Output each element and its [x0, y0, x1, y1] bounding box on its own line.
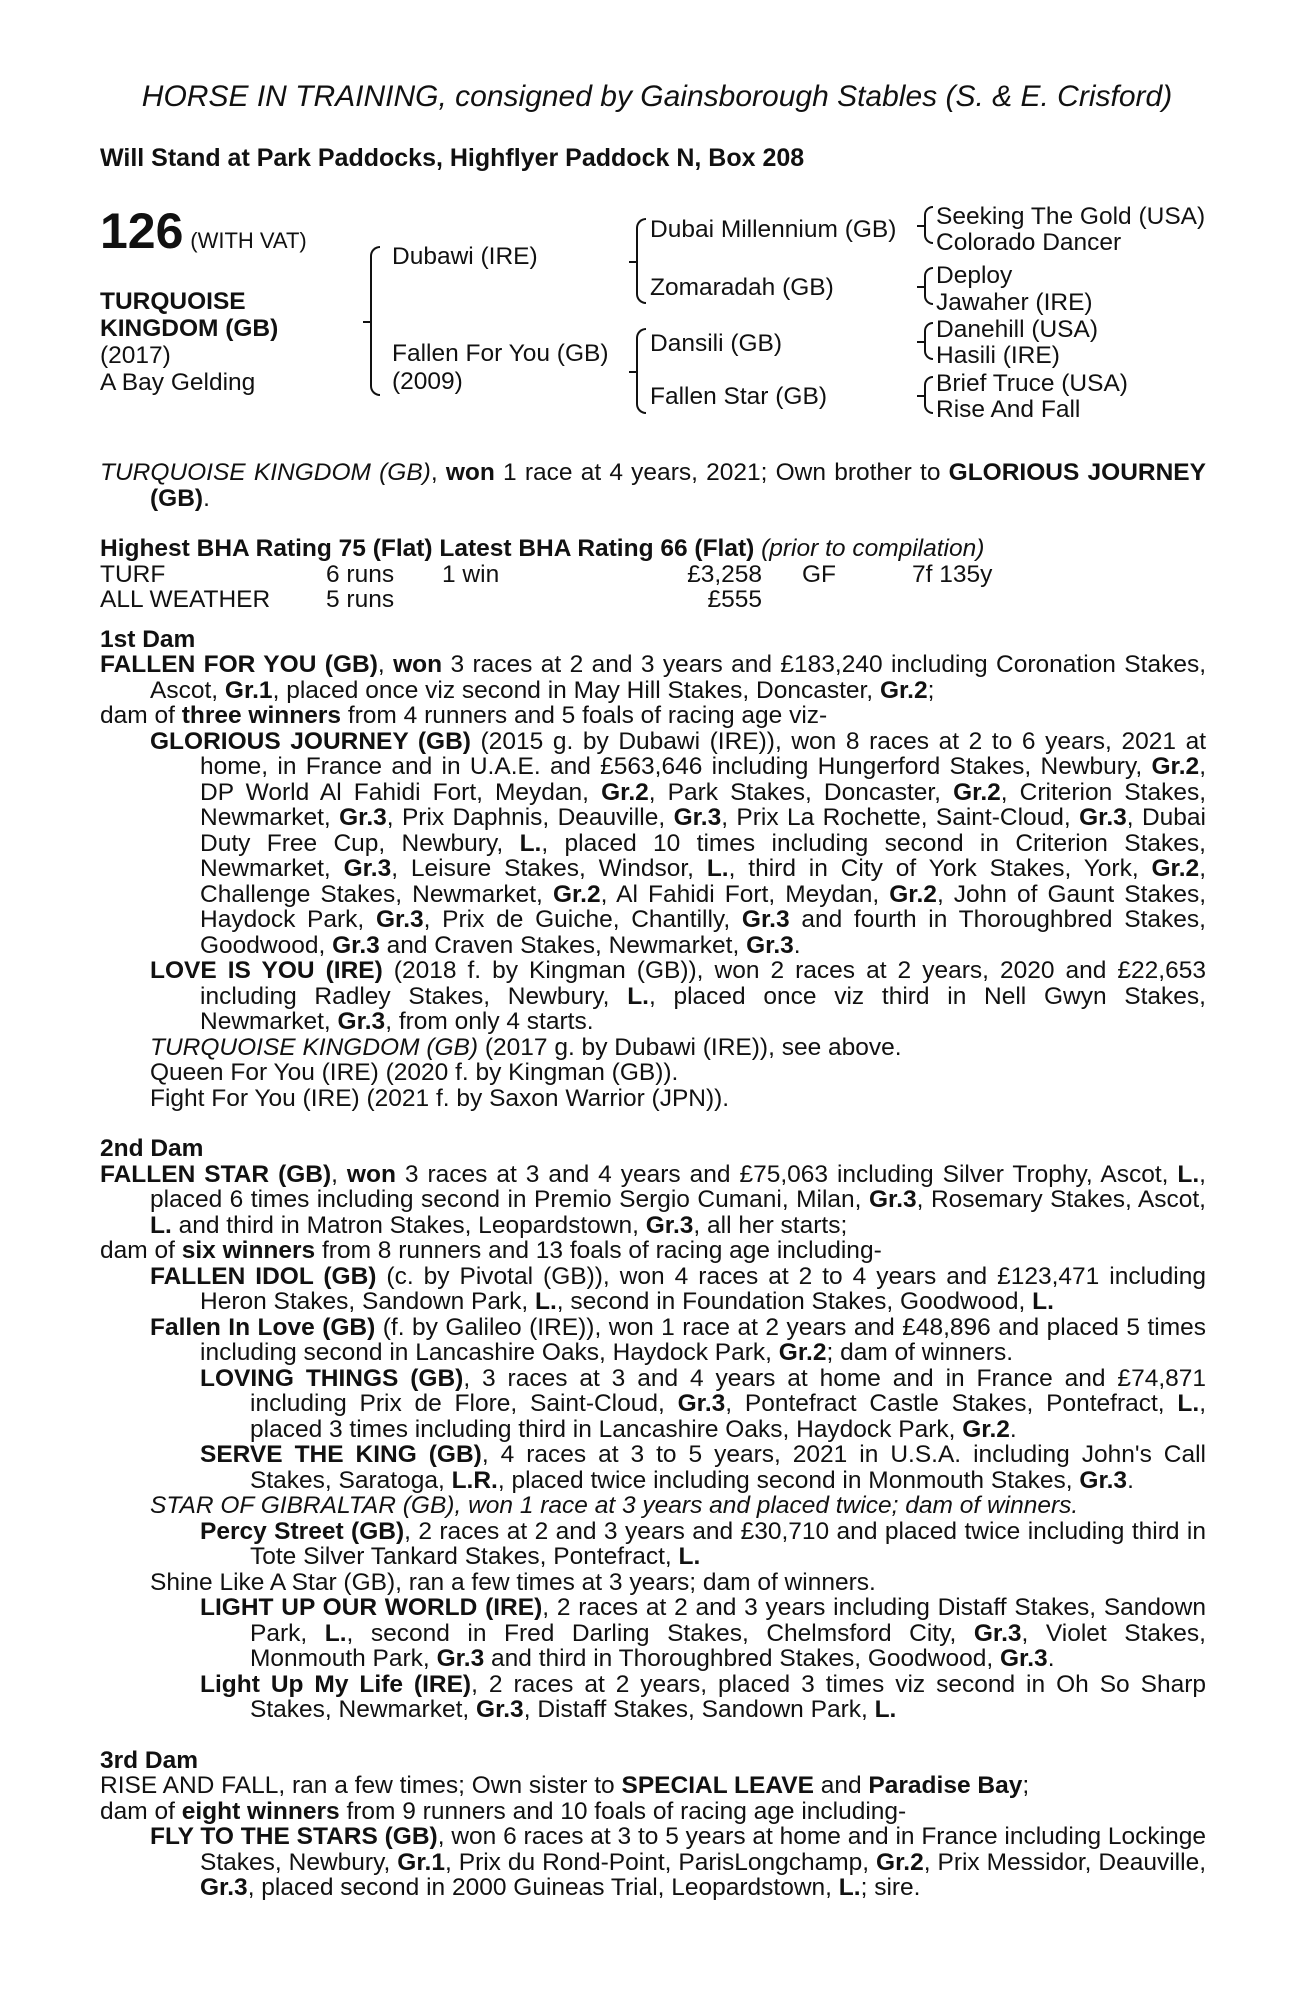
horse-summary: TURQUOISE KINGDOM (GB), won 1 race at 4 years, 2021; Own brother to GLORIOUS JOURNEY (GB).	[100, 459, 1206, 512]
foal-shine-like-a-star: Shine Like A Star (GB), ran a few times at 3 years; dam of winners.	[150, 1568, 876, 1596]
brace-sire	[636, 218, 646, 304]
lot-number-block	[100, 203, 307, 259]
ratings-heading: Highest BHA Rating 75 (Flat) Latest BHA Rating 66 (Flat) (prior to compilation)	[100, 535, 985, 562]
gg-seeking-the-gold: Seeking The Gold (USA)	[936, 203, 1206, 230]
gg-danehill: Danehill (USA)	[936, 316, 1099, 343]
brace-g2	[924, 267, 933, 305]
first-dam-record: FALLEN FOR YOU (GB), won 3 races at 2 and 3 years and £183,240 including Coronation Stakes, Ascot, Gr.1, placed once viz second in May Hill Stakes, Doncaster, Gr.2;	[100, 651, 1207, 704]
horse-name-line1: TURQUOISE	[100, 288, 246, 315]
brace-dam	[636, 328, 646, 414]
vat-note: (WITH VAT)	[190, 228, 307, 253]
foal-light-up-my-life: Light Up My Life (IRE), 2 races at 2 years, placed 3 times viz second in Oh So Sharp Stakes, Newmarket, Gr.3, Distaff Stakes, Sandown Park, L.	[200, 1670, 1207, 1723]
dam-dam: Fallen Star (GB)	[650, 383, 827, 410]
gg-colorado-dancer: Colorado Dancer	[936, 229, 1122, 256]
third-dam-heading: 3rd Dam	[100, 1746, 199, 1774]
gg-jawaher: Jawaher (IRE)	[936, 289, 1093, 316]
sire-dam: Zomaradah (GB)	[650, 274, 834, 301]
brace-parents	[370, 246, 380, 396]
first-dam-heading: 1st Dam	[100, 625, 196, 653]
catalogue-body	[100, 460, 1206, 1901]
horse-year: (2017)	[100, 342, 171, 369]
second-dam-heading: 2nd Dam	[100, 1135, 204, 1162]
foal-fight-for-you: Fight For You (IRE) (2021 f. by Saxon Warrior (JPN)).	[150, 1084, 730, 1112]
dam-sire: Dansili (GB)	[650, 330, 783, 357]
third-dam-produce: dam of eight winners from 9 runners and 10 foals of racing age including-	[100, 1797, 907, 1825]
foal-star-of-gibraltar: STAR OF GIBRALTAR (GB), won 1 race at 3 years and placed twice; dam of winners.	[150, 1492, 1079, 1519]
foal-percy-street: Percy Street (GB), 2 races at 2 and 3 years and £30,710 and placed twice including third in Tote Silver Tankard Stakes, Pontefract, L.	[200, 1517, 1206, 1570]
foal-love-is-you: LOVE IS YOU (IRE) (2018 f. by Kingman (GB)), won 2 races at 2 years, 2020 and £22,653 including Radley Stakes, Newbury, L., placed once viz third in Nell Gwyn Stakes, Newmarket, Gr.3, from only 4 starts.	[150, 957, 1206, 1035]
dam-year: (2009)	[392, 368, 463, 395]
gg-hasili: Hasili (IRE)	[936, 342, 1060, 369]
gg-deploy: Deploy	[936, 262, 1013, 289]
second-dam-produce: dam of six winners from 8 runners and 13 foals of racing age including-	[100, 1237, 882, 1264]
second-dam-record: FALLEN STAR (GB), won 3 races at 3 and 4 years and £75,063 including Silver Trophy, Ascot, L., placed 6 times including second in Premio Sergio Cumani, Milan, Gr.3, Rosemary Stakes, Ascot, L. and third in Matron Stakes, Leopardstown, Gr.3, all her starts;	[100, 1160, 1206, 1239]
foal-queen-for-you: Queen For You (IRE) (2020 f. by Kingman (GB)).	[150, 1059, 679, 1086]
lot-number: 126	[100, 203, 184, 259]
record-row-all-weather: ALL WEATHER 5 runs £555	[100, 586, 762, 613]
gg-brief-truce: Brief Truce (USA)	[936, 370, 1128, 397]
horse-name-line2: KINGDOM (GB)	[100, 315, 279, 342]
first-dam-produce: dam of three winners from 4 runners and 5 foals of racing age viz-	[100, 702, 828, 729]
third-dam-record: RISE AND FALL, ran a few times; Own sister to SPECIAL LEAVE and Paradise Bay;	[100, 1772, 1030, 1799]
foal-fallen-in-love: Fallen In Love (GB) (f. by Galileo (IRE)), won 1 race at 2 years and £48,896 and placed 5 times including second in Lancashire Oaks, Haydock Park, Gr.2; dam of winners.	[150, 1313, 1206, 1366]
dam: Fallen For You (GB)	[392, 340, 609, 367]
horse-description: A Bay Gelding	[100, 369, 256, 396]
stand-location: Will Stand at Park Paddocks, Highflyer Paddock N, Box 208	[100, 144, 805, 172]
horse-details	[100, 288, 278, 396]
consignment-header: HORSE IN TRAINING, consigned by Gainsborough Stables (S. & E. Crisford)	[141, 80, 1173, 113]
brace-g4	[924, 376, 933, 414]
brace-g1	[924, 206, 933, 244]
sire: Dubawi (IRE)	[392, 243, 538, 270]
foal-turquoise-kingdom: TURQUOISE KINGDOM (GB) (2017 g. by Dubawi (IRE)), see above.	[150, 1033, 902, 1061]
record-row-turf: TURF 6 runs 1 win £3,258 GF 7f 135y	[100, 560, 993, 588]
foal-loving-things: LOVING THINGS (GB), 3 races at 3 and 4 years at home and in France and £74,871 including Prix de Flore, Saint-Cloud, Gr.3, Pontefract Castle Stakes, Pontefract, L., placed 3 times including third in Lancashire Oaks, Haydock Park, Gr.2.	[200, 1364, 1206, 1443]
race-record-table	[100, 562, 992, 613]
brace-g3	[924, 322, 933, 360]
gg-rise-and-fall: Rise And Fall	[936, 396, 1081, 423]
foal-light-up-our-world: LIGHT UP OUR WORLD (IRE), 2 races at 2 and 3 years including Distaff Stakes, Sandown Park, L., second in Fred Darling Stakes, Chelmsford City, Gr.3, Violet Stakes, Monmouth Park, Gr.3 and third in Thoroughbred Stakes, Goodwood, Gr.3.	[200, 1594, 1206, 1672]
sire-sire: Dubai Millennium (GB)	[650, 216, 897, 243]
foal-fly-to-the-stars: FLY TO THE STARS (GB), won 6 races at 3 to 5 years at home and in France including Lockinge Stakes, Newbury, Gr.1, Prix du Rond-Point, ParisLongchamp, Gr.2, Prix Messidor, Deauville, Gr.3, placed second in 2000 Guineas Trial, Leopardstown, L.; sire.	[150, 1823, 1206, 1901]
foal-fallen-idol: FALLEN IDOL (GB) (c. by Pivotal (GB)), won 4 races at 2 to 4 years and £123,471 including Heron Stakes, Sandown Park, L., second in Foundation Stakes, Goodwood, L.	[150, 1262, 1206, 1315]
foal-glorious-journey: GLORIOUS JOURNEY (GB) (2015 g. by Dubawi (IRE)), won 8 races at 2 to 6 years, 2021 at home, in France and in U.A.E. and £563,646 including Hungerford Stakes, Newbury, Gr.2, DP World Al Fahidi Fort, Meydan, Gr.2, Park Stakes, Doncaster, Gr.2, Criterion Stakes, Newmarket, Gr.3, Prix Daphnis, Deauville, Gr.3, Prix La Rochette, Saint-Cloud, Gr.3, Dubai Duty Free Cup, Newbury, L., placed 10 times including second in Criterion Stakes, Newmarket, Gr.3, Leisure Stakes, Windsor, L., third in City of York Stakes, York, Gr.2, Challenge Stakes, Newmarket, Gr.2, Al Fahidi Fort, Meydan, Gr.2, John of Gaunt Stakes, Haydock Park, Gr.3, Prix de Guiche, Chantilly, Gr.3 and fourth in Thoroughbred Stakes, Goodwood, Gr.3 and Craven Stakes, Newmarket, Gr.3.	[150, 727, 1207, 959]
foal-serve-the-king: SERVE THE KING (GB), 4 races at 3 to 5 years, 2021 in U.S.A. including John's Call Stakes, Saratoga, L.R., placed twice including second in Monmouth Stakes, Gr.3.	[200, 1441, 1206, 1494]
